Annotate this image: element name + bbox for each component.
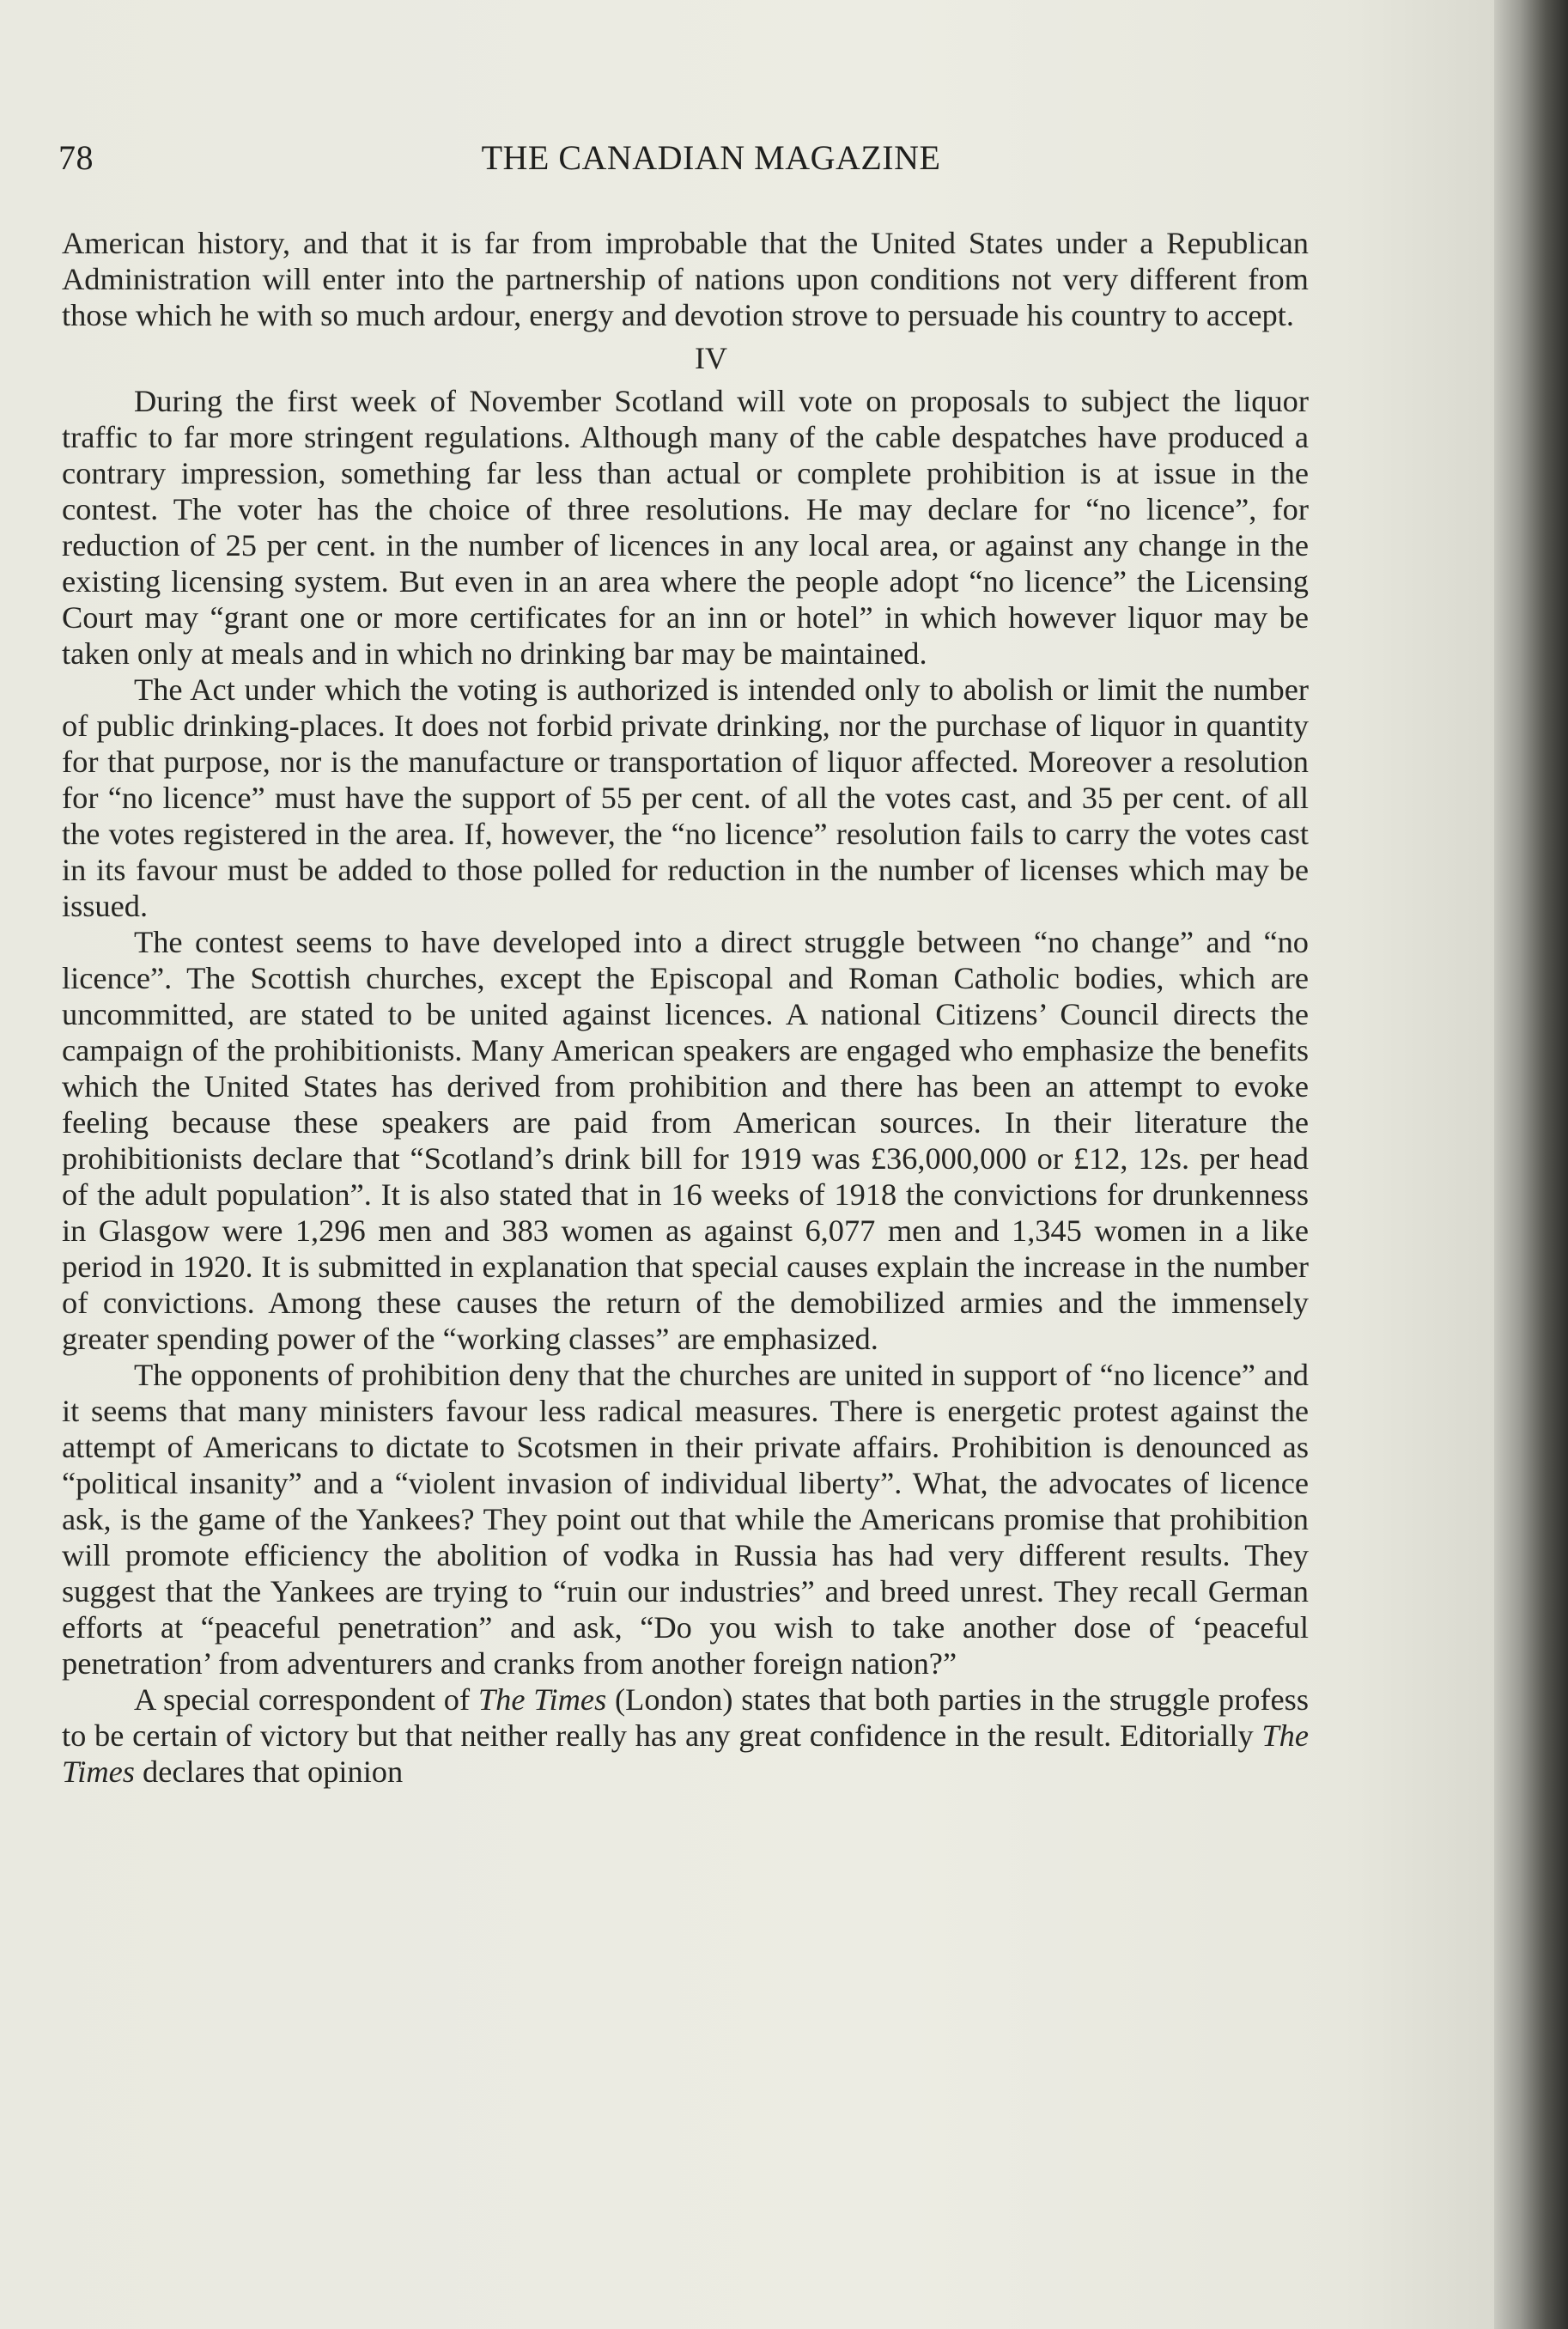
section-number: IV <box>695 341 727 375</box>
paragraph-contest-struggle: The contest seems to have developed into a direct struggle between “no change” and “no licence”. The Scottish churches, except the Episcopal and Roman Catholic bodies, which are uncommitted, are stated to be united against licences. A national Citizens’ Council directs the campaign of the prohibitionists. Many American speakers are engaged who emphasize the benefits which the United States has derived from prohibition and there has been an attempt to evoke feeling because these speakers are paid from American sources. In their literature the prohibitionists declare that “Scotland’s drink bill for 1919 was £36,000,000 or £12, 12s. per head of the adult population”. It is also stated that in 16 weeks of 1918 the convictions for drunkenness in Glasgow were 1,296 men and 383 women as against 6,077 men and 1,345 women in a like period in 1920. It is submitted in explanation that special causes explain the increase in the number of convictions. Among these causes the return of the demobilized armies and the immensely greater spending power of the “working classes” are emphasized. <box>62 925 1309 1356</box>
running-head <box>58 137 1312 189</box>
paragraph-times-correspondent <box>62 1681 1309 1790</box>
publication-name: The Times <box>477 1682 607 1717</box>
paragraph-continued: American history, and that it is far from improbable that the United States under a Republican Administration will enter into the partnership of nations upon conditions not very different from those which he with so much ardour, energy and devotion strove to persuade his country to accept. <box>62 226 1309 332</box>
page-number: 78 <box>58 138 94 177</box>
paragraph-opponents: The opponents of prohibition deny that the churches are united in support of “no licence” and it seems that many ministers favour less radical measures. There is energetic protest against the attempt of Americans to dictate to Scotsmen in their private affairs. Prohibition is denounced as “political insanity” and a “violent invasion of individual liberty”. What, the advocates of licence ask, is the game of the Yankees? They point out that while the Americans promise that prohibition will promote efficiency the abolition of vodka in Russia has had very different results. They suggest that the Yankees are trying to “ruin our industries” and breed unrest. They recall German efforts at “peaceful penetration” and ask, “Do you wish to take another dose of ‘peaceful penetration’ from adventurers and cranks from another foreign nation?” <box>62 1358 1309 1681</box>
para-5-text-c: declares that opinion <box>134 1754 404 1789</box>
paragraph-act-voting: The Act under which the voting is authorized is intended only to abolish or limit the number of public drinking-places. It does not forbid private drinking, nor the purchase of liquor in quantity for that purpose, nor is the manufacture or transportation of liquor affected. Moreover a resolution for “no licence” must have the support of 55 per cent. of all the votes cast, and 35 per cent. of all the votes registered in the area. If, however, the “no licence” resolution fails to carry the votes cast in its favour must be added to those polled for reduction in the number of licenses which may be issued. <box>62 672 1309 923</box>
magazine-title: THE CANADIAN MAGAZINE <box>481 138 941 177</box>
article-text <box>62 225 1309 1790</box>
para-5-text-a: A special correspondent of <box>134 1682 478 1717</box>
page-edge <box>1494 0 1568 2329</box>
para-5-text-b: (London) states that both parties in the struggle profess to be certain of victory but that neither really has any great confidence in the result. Editorially <box>62 1682 1309 1753</box>
paragraph-scotland-vote: During the first week of November Scotland will vote on proposals to subject the liquor traffic to far more stringent regulations. Although many of the cable despatches have produced a contrary impression, something far less than actual or complete prohibition is at issue in the contest. The voter has the choice of three resolutions. He may declare for “no licence”, for reduction of 25 per cent. in the number of licences in any local area, or against any change in the existing licensing system. But even in an area where the people adopt “no licence” the Licensing Court may “grant one or more certificates for an inn or hotel” in which however liquor may be taken only at meals and in which no drinking bar may be maintained. <box>62 384 1309 671</box>
publication-name-2: The Times <box>62 1718 1309 1789</box>
